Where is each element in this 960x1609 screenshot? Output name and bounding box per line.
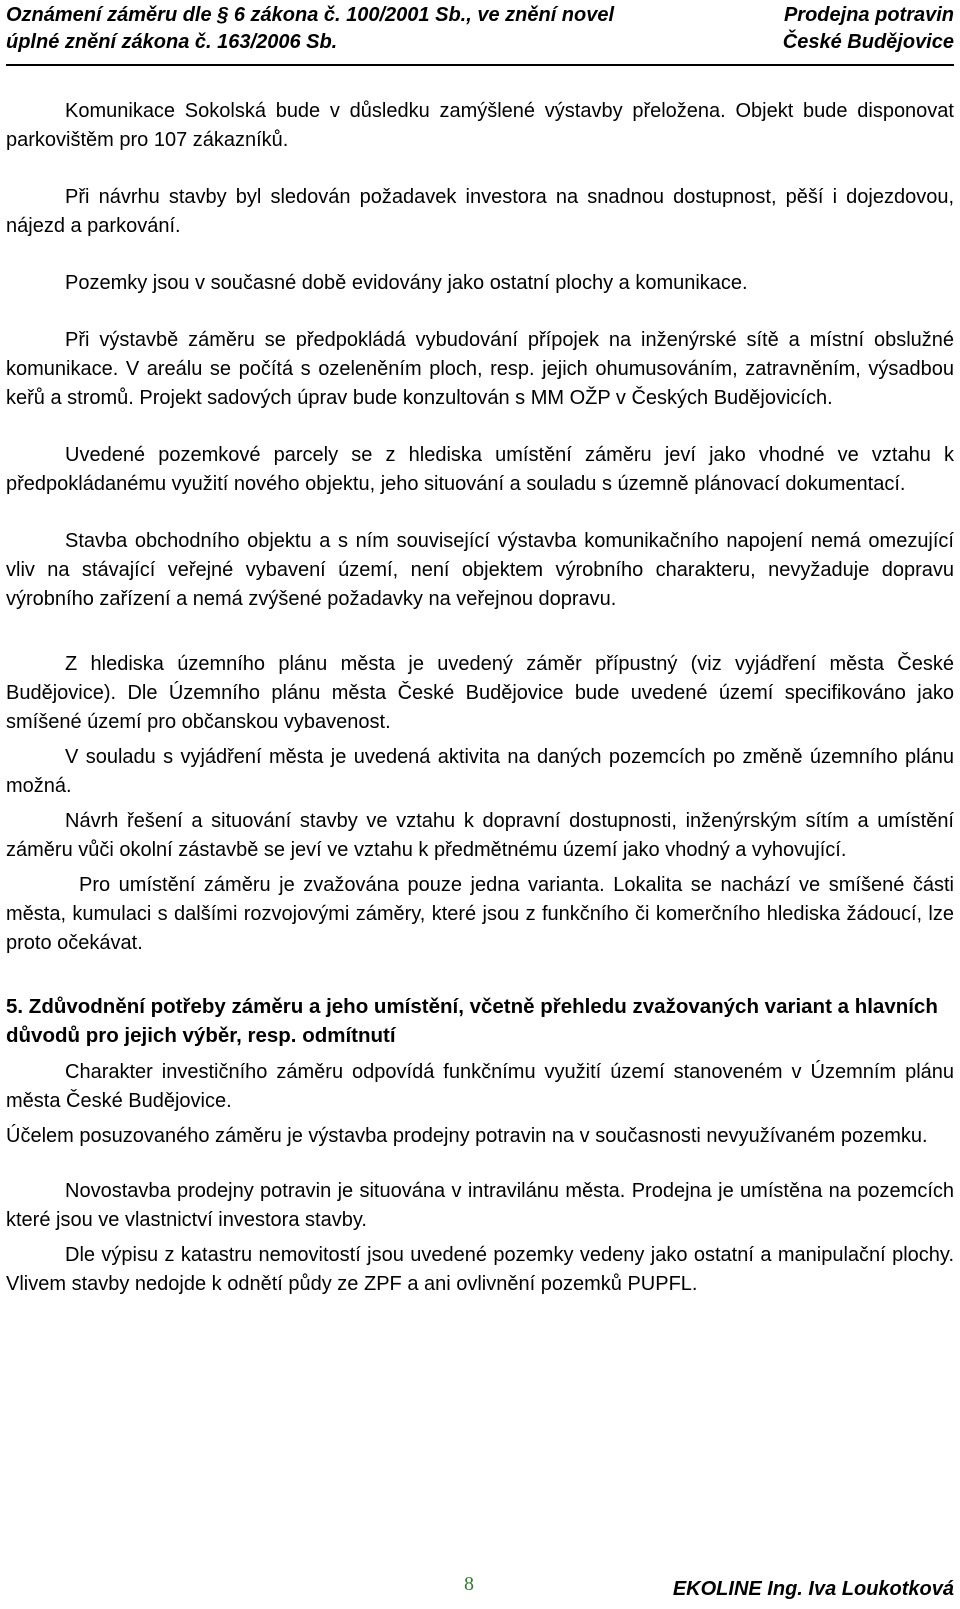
paragraph: Stavba obchodního objektu a s ním související výstavba komunikačního napojení nemá omezující vliv na stávající veřejné vybavení území, není objektem výrobního charakteru, nevyžaduje dopravu výrobního zařízení a nemá zvýšené požadavky na veřejnou dopravu. [6,530,954,610]
paragraph: Účelem posuzovaného záměru je výstavba prodejny potravin na v současnosti nevyužívaném pozemku. [6,1125,928,1147]
document-body [6,97,954,1305]
header-left [6,2,614,56]
paragraph: Dle výpisu z katastru nemovitostí jsou uvedené pozemky vedeny jako ostatní a manipulační plochy. Vlivem stavby nedojde k odnětí půdy ze ZPF a ani ovlivnění pozemků PUPFL. [6,1244,954,1295]
paragraph: Z hlediska územního plánu města je uvedený záměr přípustný (viz vyjádření města České Budějovice). Dle Územního plánu města České Budějovice bude uvedené území specifikováno jako smíšené území pro občanskou vybavenost. [6,653,954,733]
page-number: 8 [464,1573,474,1595]
header-project-location: České Budějovice [782,31,954,53]
page-header [6,0,954,66]
company-name: EKOLINE Ing. Iva Loukotková [672,1578,954,1600]
header-right [783,2,954,56]
paragraph: V souladu s vyjádření města je uvedená aktivita na daných pozemcích po změně územního plánu možná. [6,746,954,797]
paragraph: Uvedené pozemkové parcely se z hlediska umístění záměru jeví jako vhodné ve vztahu k předpokládanému využití nového objektu, jeho situování a souladu s územně plánovací dokumentací. [6,444,954,495]
paragraph: Návrh řešení a situování stavby ve vztahu k dopravní dostupnosti, inženýrským sítím a umístění záměru vůči okolní zástavbě se jeví ve vztahu k předmětnému území jako vhodný a vyhovující. [6,810,954,861]
paragraph: Komunikace Sokolská bude v důsledku zamýšlené výstavby přeložena. Objekt bude disponovat parkovištěm pro 107 zákazníků. [6,100,954,151]
paragraph: Při výstavbě záměru se předpokládá vybudování přípojek na inženýrské sítě a místní obslužné komunikace. V areálu se počítá s ozeleněním ploch, resp. jejich ohumusováním, zatravněním, výsadbou keřů a stromů. Projekt sadových úprav bude konzultován s MM OŽP v Českých Budějovicích. [6,329,954,409]
paragraph: Při návrhu stavby byl sledován požadavek investora na snadnou dostupnost, pěší i dojezdovou, nájezd a parkování. [6,186,954,237]
section-heading: 5. Zdůvodnění potřeby záměru a jeho umístění, včetně přehledu zvažovaných variant a hlavních důvodů pro jejich výběr, resp. odmítnutí [6,995,938,1047]
page-footer [6,1573,954,1608]
header-law-subtitle: úplné znění zákona č. 163/2006 Sb. [6,31,338,53]
header-project-title: Prodejna potravin [783,4,954,26]
paragraph: Novostavba prodejny potravin je situována v intravilánu města. Prodejna je umístěna na pozemcích které jsou ve vlastnictví investora stavby. [6,1180,954,1231]
header-law-title: Oznámení záměru dle § 6 zákona č. 100/2001 Sb., ve znění novel [6,4,615,26]
paragraph: Charakter investičního záměru odpovídá funkčnímu využití území stanoveném v Územním plánu města České Budějovice. [6,1061,954,1112]
paragraph: Pro umístění záměru je zvažována pouze jedna varianta. Lokalita se nachází ve smíšené části města, kumulaci s dalšími rozvojovými záměry, které jsou z funkčního či komerčního hlediska žádoucí, lze proto očekávat. [6,874,954,954]
paragraph: Pozemky jsou v současné době evidovány jako ostatní plochy a komunikace. [65,272,748,294]
